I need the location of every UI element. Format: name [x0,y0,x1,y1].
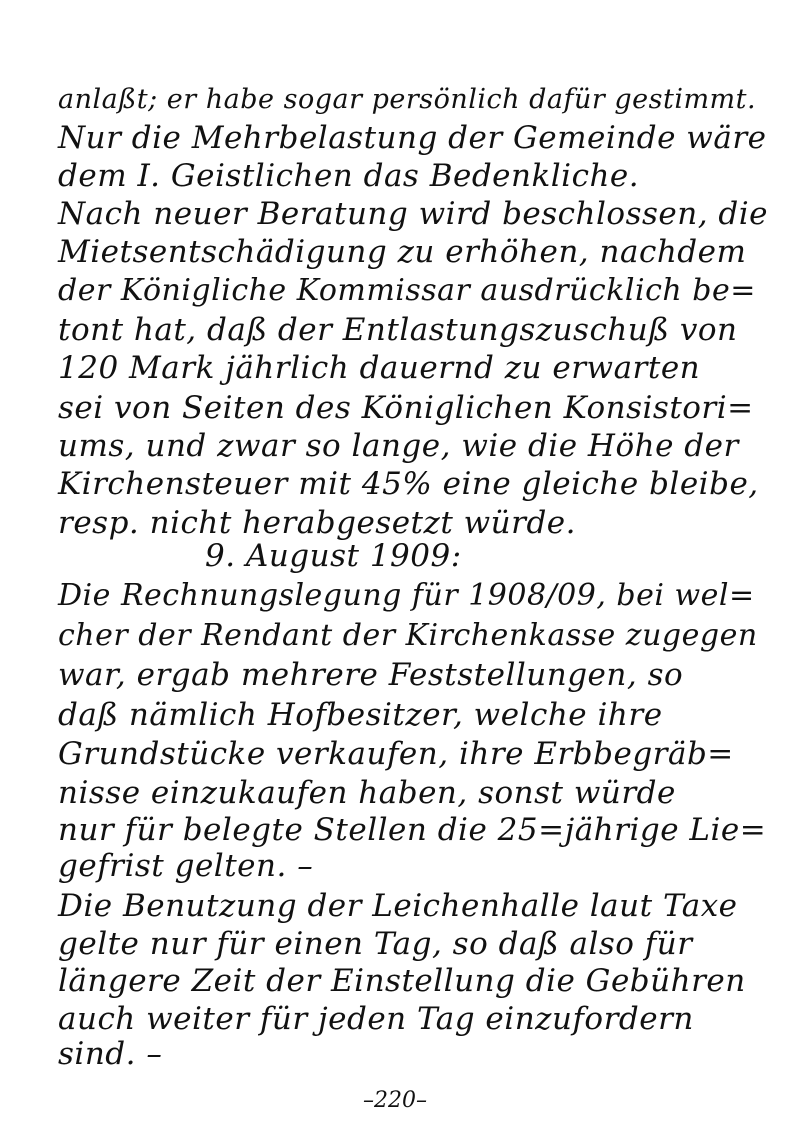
text-line: der Königliche Kommissar ausdrücklich be= [58,273,756,308]
text-line: nur für belegte Stellen die 25=jährige Lie= [58,812,767,848]
text-line: anlaßt; er habe sogar persönlich dafür gestimmt. [58,84,757,115]
text-line: Die Benutzung der Leichenhalle laut Taxe [58,888,738,924]
text-line: Nach neuer Beratung wird beschlossen, die [58,196,769,232]
text-line: dem I. Geistlichen das Bedenkliche. [58,158,640,194]
text-line: 120 Mark jährlich dauernd zu erwarten [58,350,701,386]
text-line: ums, und zwar so lange, wie die Höhe der [58,428,739,464]
text-line: gelte nur für einen Tag, so daß also für [58,926,693,962]
text-line: auch weiter für jeden Tag einzufordern [58,1001,694,1037]
text-line: Die Rechnungslegung für 1908/09, bei wel= [58,578,755,613]
text-line: resp. nicht herabgesetzt würde. [58,505,577,541]
text-line: cher der Rendant der Kirchenkasse zugegen [58,618,758,653]
text-line: sind. – [58,1036,163,1072]
text-line: Kirchensteuer mit 45% eine gleiche bleibe, [58,466,759,502]
text-line: tont hat, daß der Entlastungszuschuß von [58,312,738,348]
text-line: Mietsentschädigung zu erhöhen, nachdem [58,234,747,270]
text-line: war, ergab mehrere Feststellungen, so [58,657,684,693]
text-line: gefrist gelten. – [58,848,314,884]
text-line: Nur die Mehrbelastung der Gemeinde wäre [58,120,767,156]
text-line: sei von Seiten des Königlichen Konsistori= [58,390,754,426]
text-line: nisse einzukaufen haben, sonst würde [58,775,676,811]
page-number: –220– [363,1088,427,1113]
text-line: daß nämlich Hofbesitzer, welche ihre [58,697,663,733]
text-line: längere Zeit der Einstellung die Gebühren [58,963,746,999]
text-line: Grundstücke verkaufen, ihre Erbbegräb= [58,736,734,772]
date-heading: 9. August 1909: [205,538,462,574]
